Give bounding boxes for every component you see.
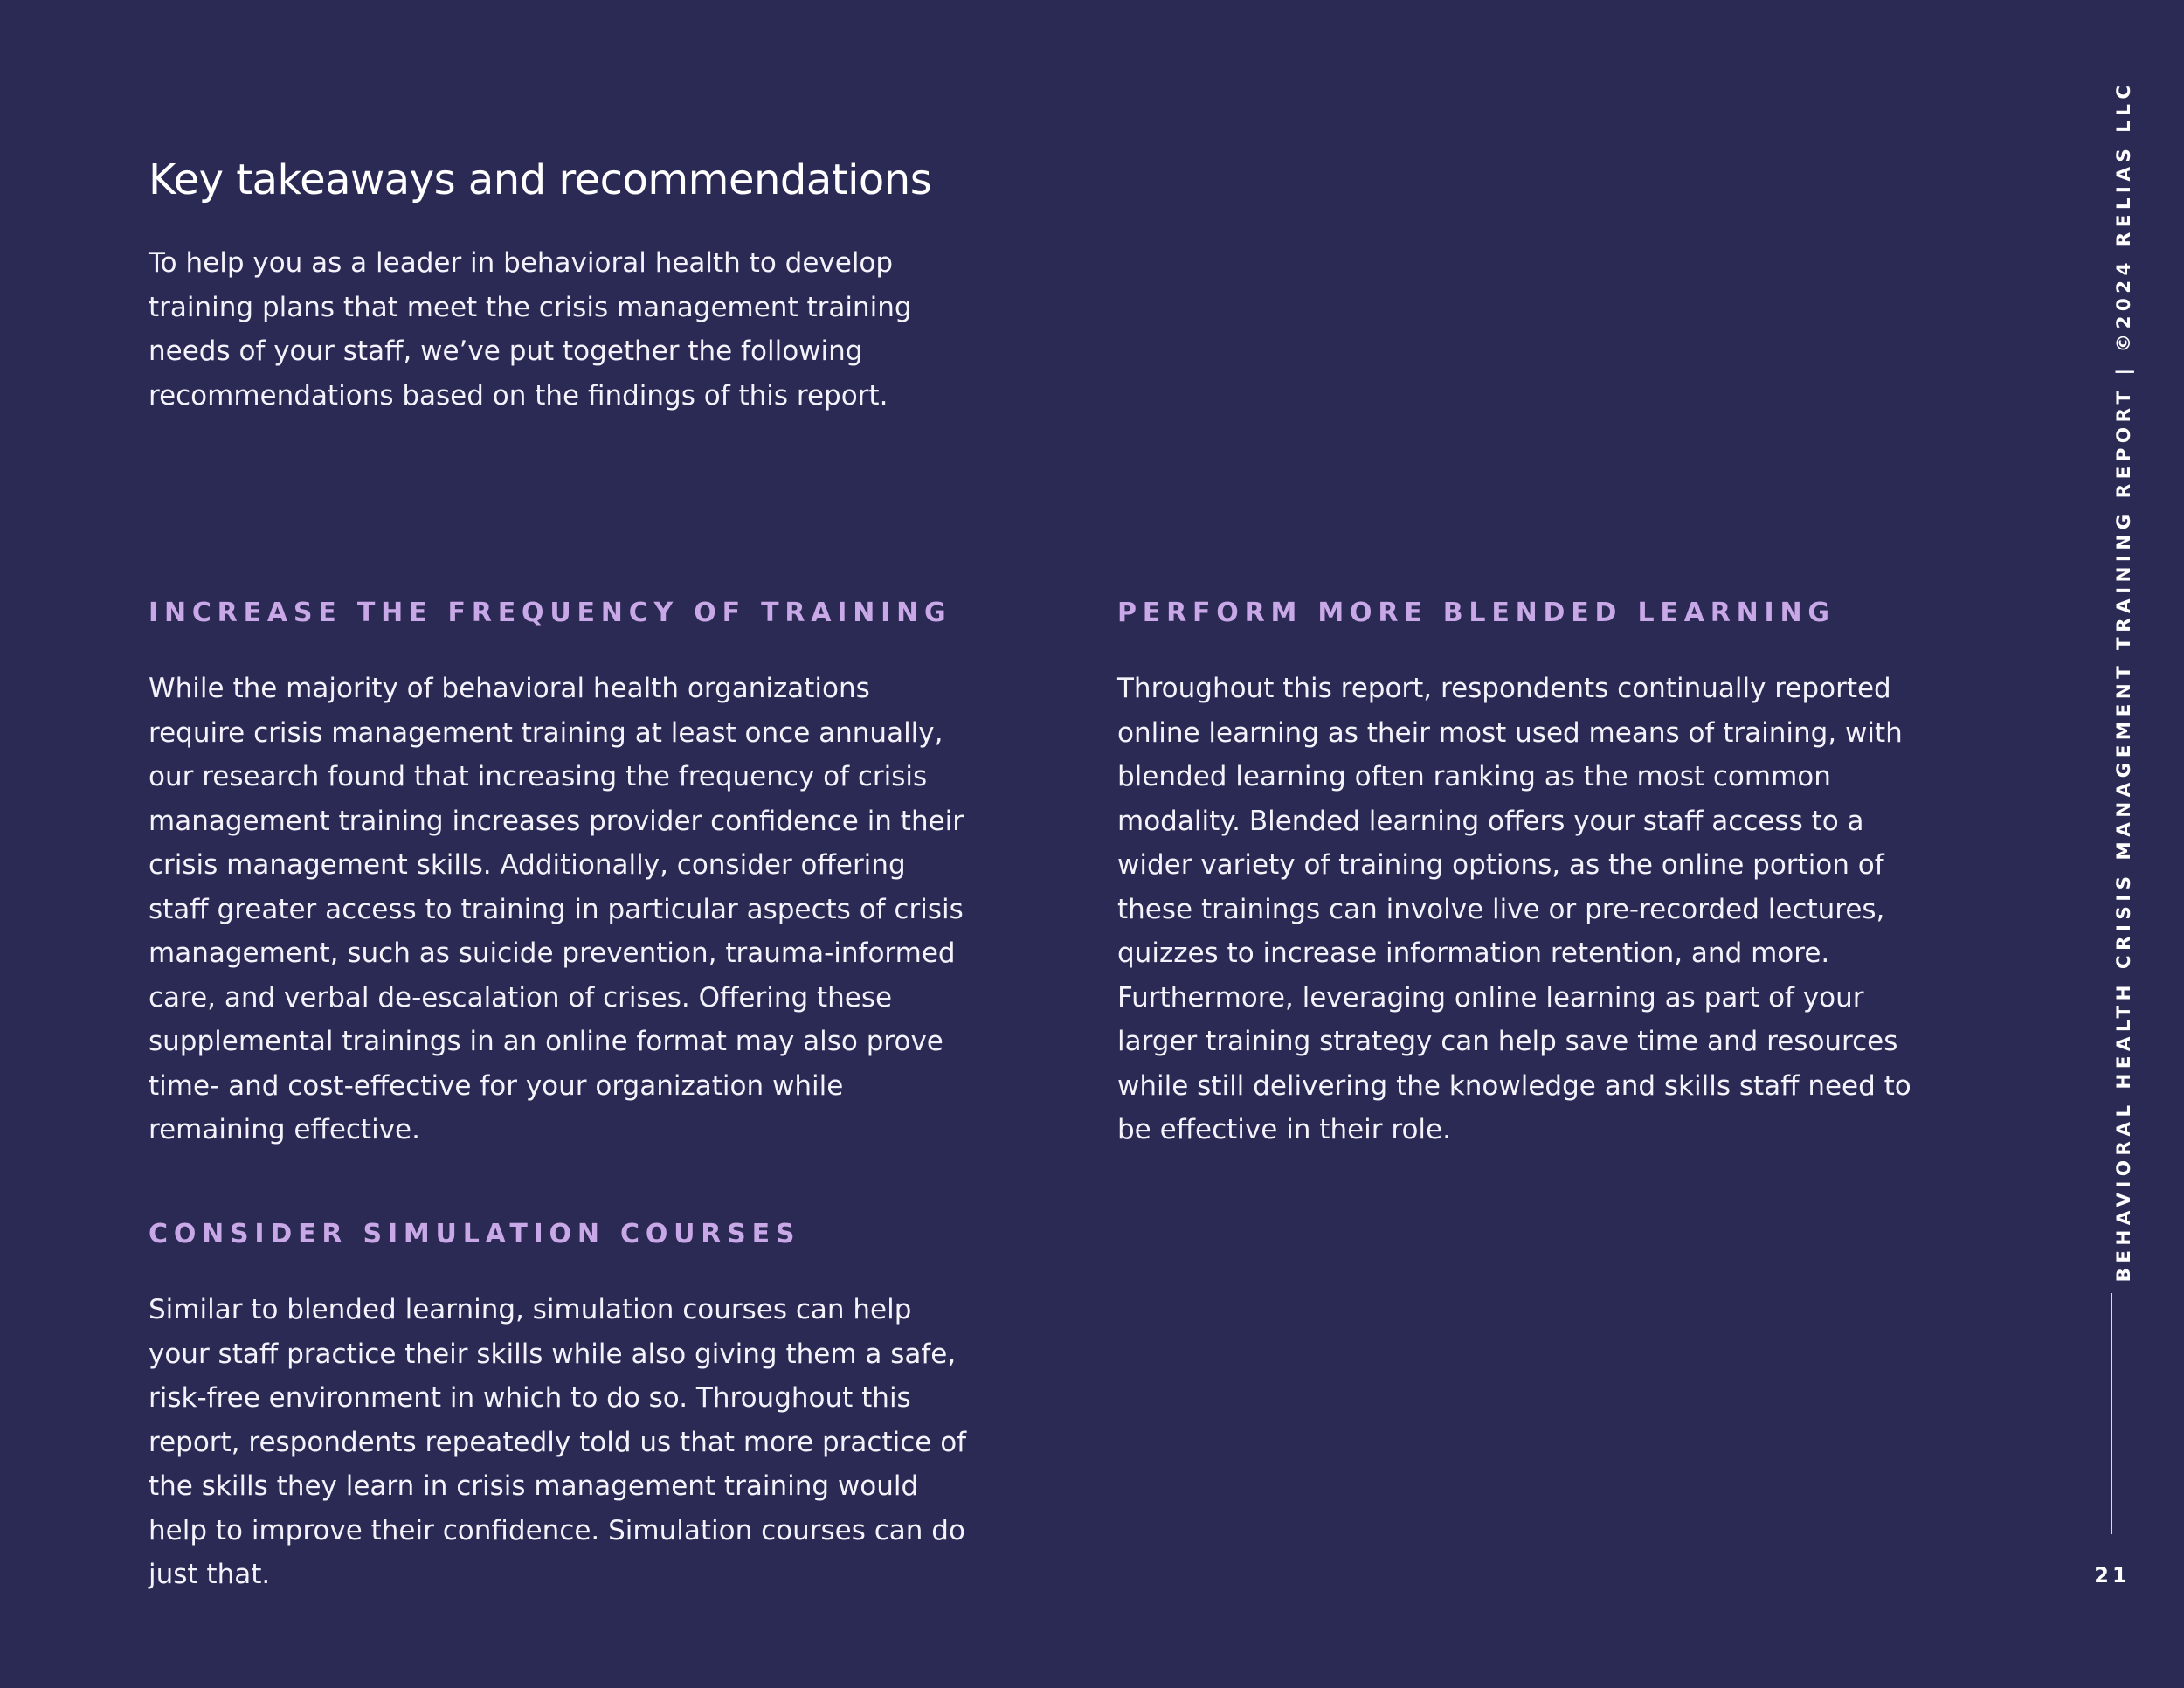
side-banner	[2112, 80, 2137, 1283]
section-body-increase-frequency: While the majority of behavioral health organizations require crisis management training at least once annually, our research found that increasing the frequency of crisis management training increases provider confidence in their crisis management skills. Additionally, consider offering staff greater access to training in particular aspects of crisis management, such as suicide prevention, trauma-informed care, and verbal de-escalation of crises. Offering these supplemental trainings in an online format may also prove time- and cost-effective for your organization while remaining effective.	[149, 673, 964, 1145]
section-heading-blended-learning: PERFORM MORE BLENDED LEARNING	[1117, 598, 1835, 628]
page-title: Key takeaways and recommendations	[149, 156, 932, 204]
section-body-simulation-courses: Similar to blended learning, simulation courses can help your staff practice their skills while also giving them a safe, risk-free environment in which to do so. Throughout this report, respondents repeatedly told us that more practice of the skills they learn in crisis management training would help to improve their confidence. Simulation courses can do just that.	[149, 1294, 967, 1590]
intro-paragraph: To help you as a leader in behavioral health to develop training plans that meet the crisis management training needs of your staff, we’ve put together the following recommendations based on the findings of this report.	[149, 247, 912, 412]
section-heading-increase-frequency: INCREASE THE FREQUENCY OF TRAINING	[149, 598, 952, 628]
section-body-blended-learning: Throughout this report, respondents continually reported online learning as their most used means of training, with blended learning often ranking as the most common modality. Blended learning offers your staff access to a wider variety of training options, as the online portion of these trainings can involve live or pre-recorded lectures, quizzes to increase information retention, and more. Furthermore, leveraging online learning as part of your larger training strategy can help save time and resources while still delivering the knowledge and skills staff need to be effective in their role.	[1117, 673, 1911, 1145]
report-running-title: BEHAVIORAL HEALTH CRISIS MANAGEMENT TRAINING REPORT | ©2024 RELIAS LLC	[2113, 80, 2135, 1283]
side-divider	[2111, 1293, 2112, 1534]
page-number: 21	[2094, 1563, 2131, 1588]
section-heading-simulation-courses: CONSIDER SIMULATION COURSES	[149, 1219, 801, 1249]
